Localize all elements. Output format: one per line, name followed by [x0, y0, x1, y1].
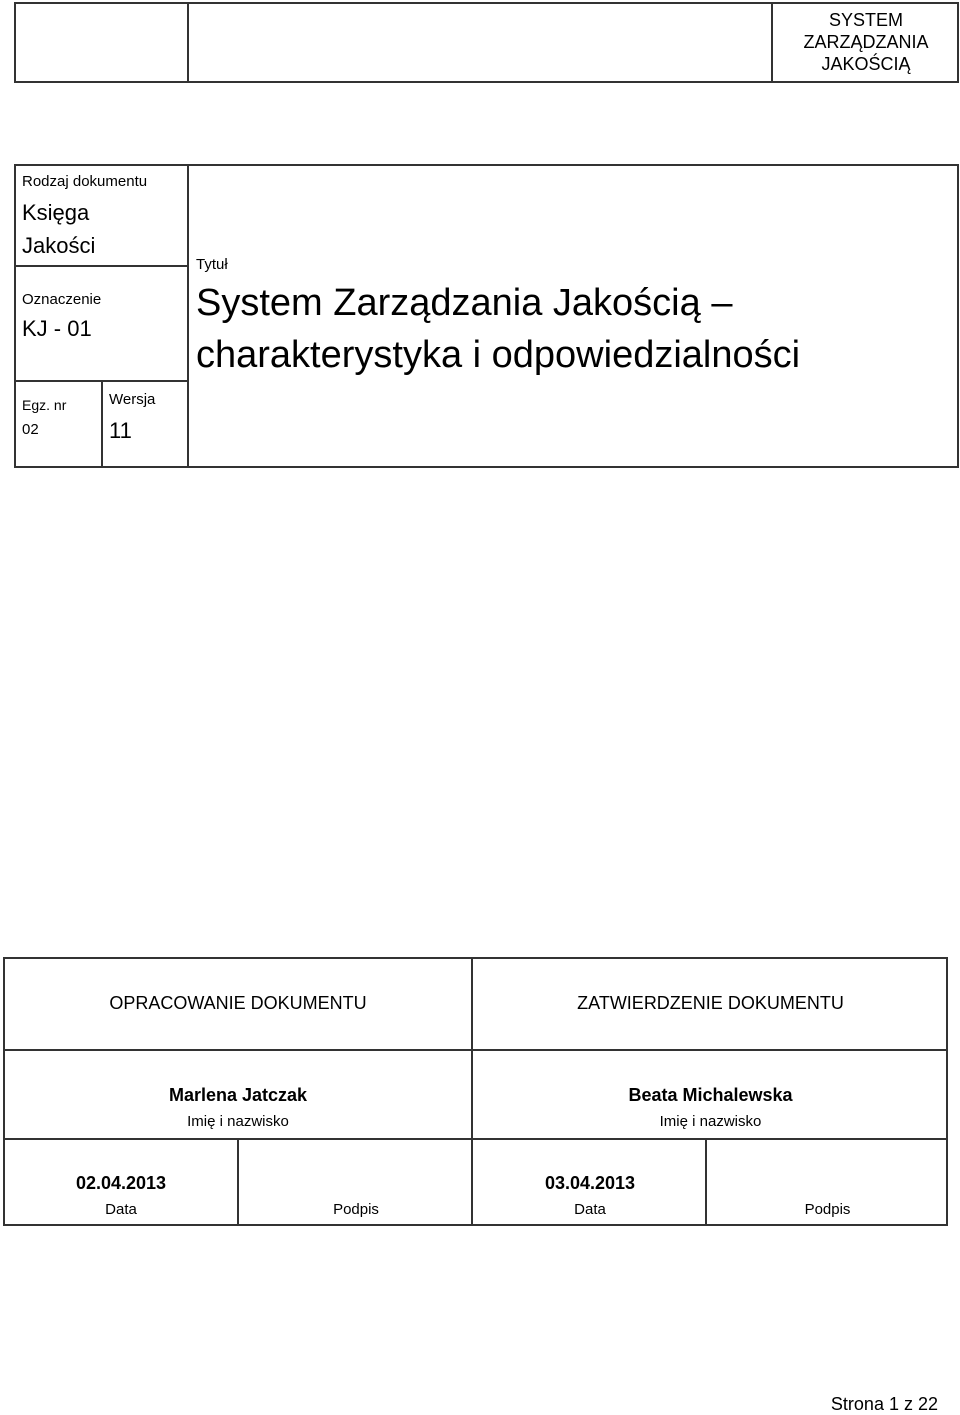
approved-name-caption: Imię i nazwisko: [659, 1113, 762, 1130]
document-title-line: charakterystyka i odpowiedzialności: [196, 334, 801, 376]
document-type-value: [22, 196, 95, 262]
info-divider: [14, 265, 189, 267]
approval-divider: [3, 1138, 948, 1140]
approved-signature-caption: Podpis: [804, 1201, 851, 1218]
designation-value: KJ - 01: [22, 316, 92, 341]
prepared-date-caption: Data: [105, 1201, 137, 1218]
system-title: [773, 9, 959, 75]
prepared-signature-caption: Podpis: [333, 1201, 379, 1218]
info-divider: [101, 380, 103, 468]
copy-number-value: 02: [22, 421, 39, 438]
system-title-line: JAKOŚCIĄ: [821, 54, 911, 74]
approved-date-caption: Data: [574, 1201, 606, 1218]
system-title-line: ZARZĄDZANIA: [803, 32, 929, 52]
approved-header: ZATWIERDZENIE DOKUMENTU: [577, 993, 844, 1013]
document-title: [196, 277, 800, 381]
page-number: Strona 1 z 22: [830, 1394, 938, 1414]
system-title-line: SYSTEM: [828, 10, 903, 30]
document-type-line: Księga: [22, 200, 90, 225]
document-type-label: Rodzaj dokumentu: [22, 173, 148, 190]
prepared-name-caption: Imię i nazwisko: [187, 1113, 289, 1130]
document-type-line: Jakości: [22, 233, 96, 258]
header-divider: [187, 2, 189, 83]
version-value: 11: [109, 418, 132, 443]
info-divider: [187, 164, 189, 468]
approved-name: Beata Michalewska: [628, 1085, 793, 1105]
approved-date: 03.04.2013: [544, 1173, 636, 1193]
prepared-date: 02.04.2013: [75, 1173, 167, 1193]
title-label: Tytuł: [196, 256, 228, 273]
prepared-header: OPRACOWANIE DOKUMENTU: [109, 993, 367, 1013]
document-title-line: System Zarządzania Jakością –: [196, 282, 733, 324]
approval-divider: [3, 1049, 948, 1051]
designation-label: Oznaczenie: [22, 291, 102, 308]
copy-number-label: Egz. nr: [22, 397, 67, 413]
prepared-name: Marlena Jatczak: [168, 1085, 308, 1105]
version-label: Wersja: [109, 391, 156, 408]
